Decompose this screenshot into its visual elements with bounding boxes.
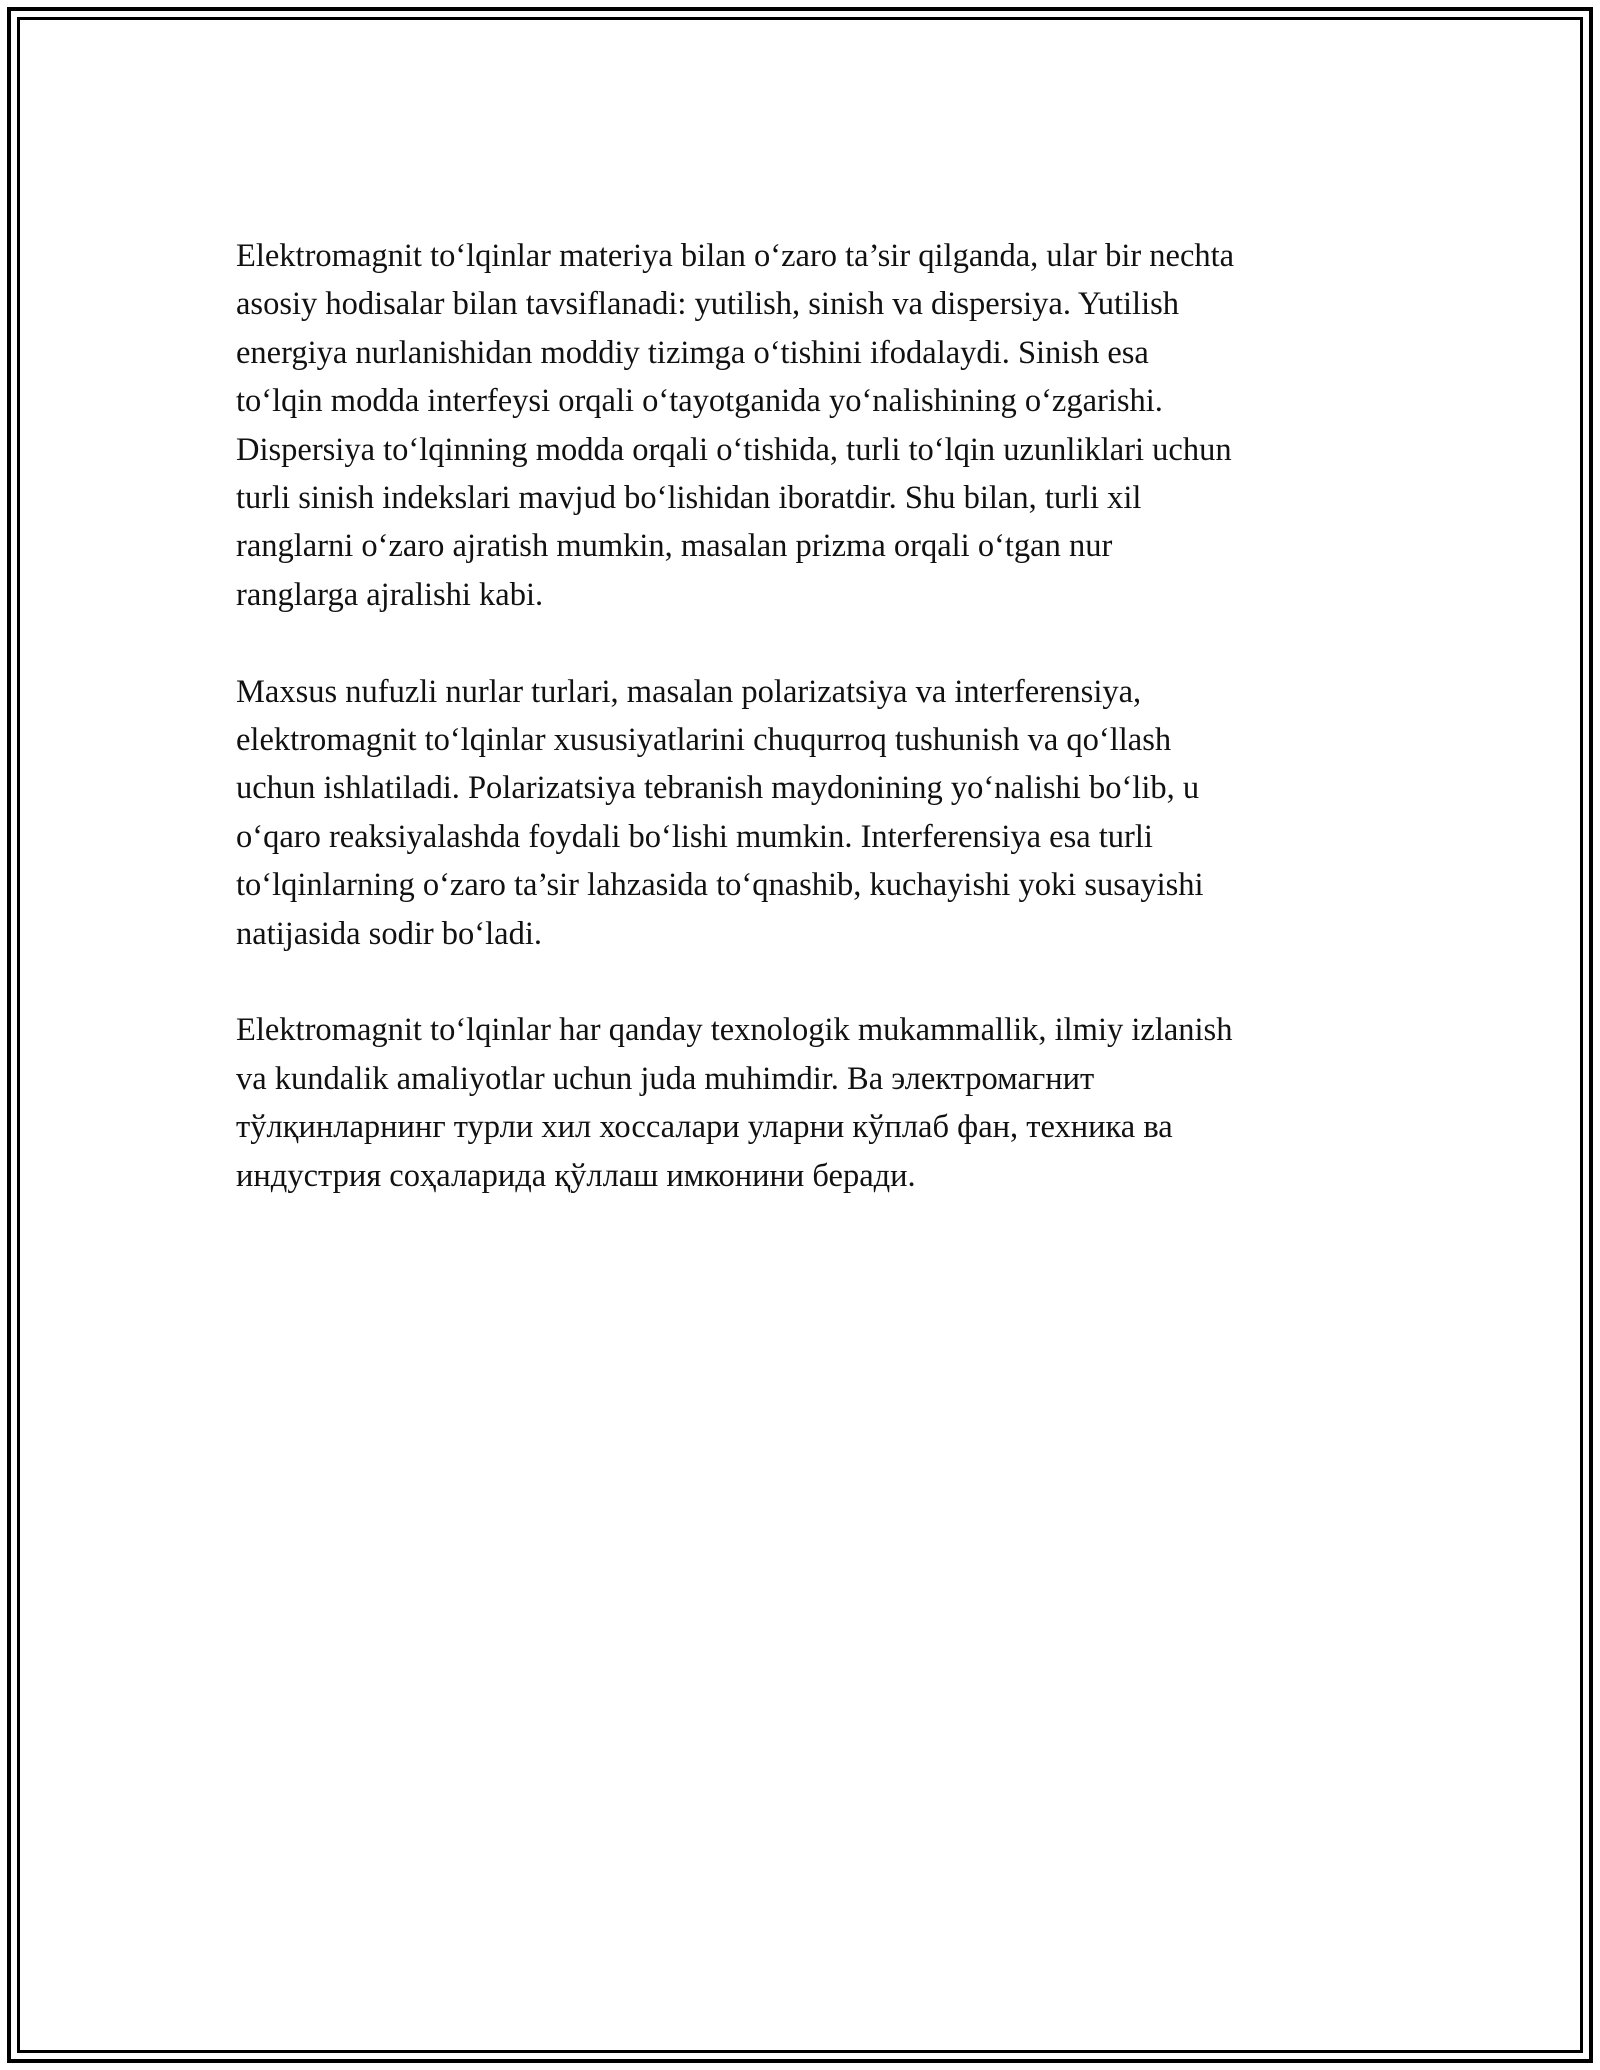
text-line: o‘qaro reaksiyalashda foydali bo‘lishi mumkin. Interferensiya esa turli — [236, 818, 1153, 855]
document-body — [236, 232, 1376, 1248]
text-line: ranglarga ajralishi kabi. — [236, 576, 544, 613]
text-line: тўлқинларнинг турли хил хоссалари уларни кўплаб фан, техника ва — [236, 1109, 1173, 1146]
text-line: natijasida sodir bo‘ladi. — [236, 915, 542, 952]
text-line: Elektromagnit to‘lqinlar materiya bilan o‘zaro ta’sir qilganda, ular bir nechta — [236, 238, 1235, 274]
text-line: ranglarni o‘zaro ajratish mumkin, masalan prizma orqali o‘tgan nur — [236, 528, 1113, 565]
text-line: to‘lqinlarning o‘zaro ta’sir lahzasida to‘qnashib, kuchayishi yoki susayishi — [236, 867, 1204, 904]
text-line: va kundalik amaliyotlar uchun juda muhimdir. Ва электромагнит — [236, 1060, 1095, 1097]
text-line: asosiy hodisalar bilan tavsiflanadi: yutilish, sinish va dispersiya. Yutilish — [236, 286, 1180, 323]
text-line: to‘lqin modda interfeysi orqali o‘tayotganida yo‘nalishining o‘zgarishi. — [236, 383, 1163, 420]
text-line: Maxsus nufuzli nurlar turlari, masalan polarizatsiya va interferensiya, — [236, 673, 1142, 710]
text-line: elektromagnit to‘lqinlar xususiyatlarini chuqurroq tushunish va qo‘llash — [236, 722, 1172, 759]
paragraph-2 — [236, 668, 1376, 958]
text-line: Dispersiya to‘lqinning modda orqali o‘tishida, turli to‘lqin uzunliklari uchun — [236, 431, 1232, 468]
text-line: индустрия соҳаларида қўллаш имконини беради. — [236, 1157, 916, 1194]
paragraph-3 — [236, 1006, 1376, 1200]
text-line: turli sinish indekslari mavjud bo‘lishidan iboratdir. Shu bilan, turli xil — [236, 480, 1142, 517]
paragraph-1 — [236, 232, 1376, 619]
text-line: energiya nurlanishidan moddiy tizimga o‘tishini ifodalaydi. Sinish esa — [236, 334, 1149, 371]
text-line: Elektromagnit to‘lqinlar har qanday texnologik mukammallik, ilmiy izlanish — [236, 1012, 1233, 1049]
text-line: uchun ishlatiladi. Polarizatsiya tebranish maydonining yo‘nalishi bo‘lib, u — [236, 770, 1200, 807]
